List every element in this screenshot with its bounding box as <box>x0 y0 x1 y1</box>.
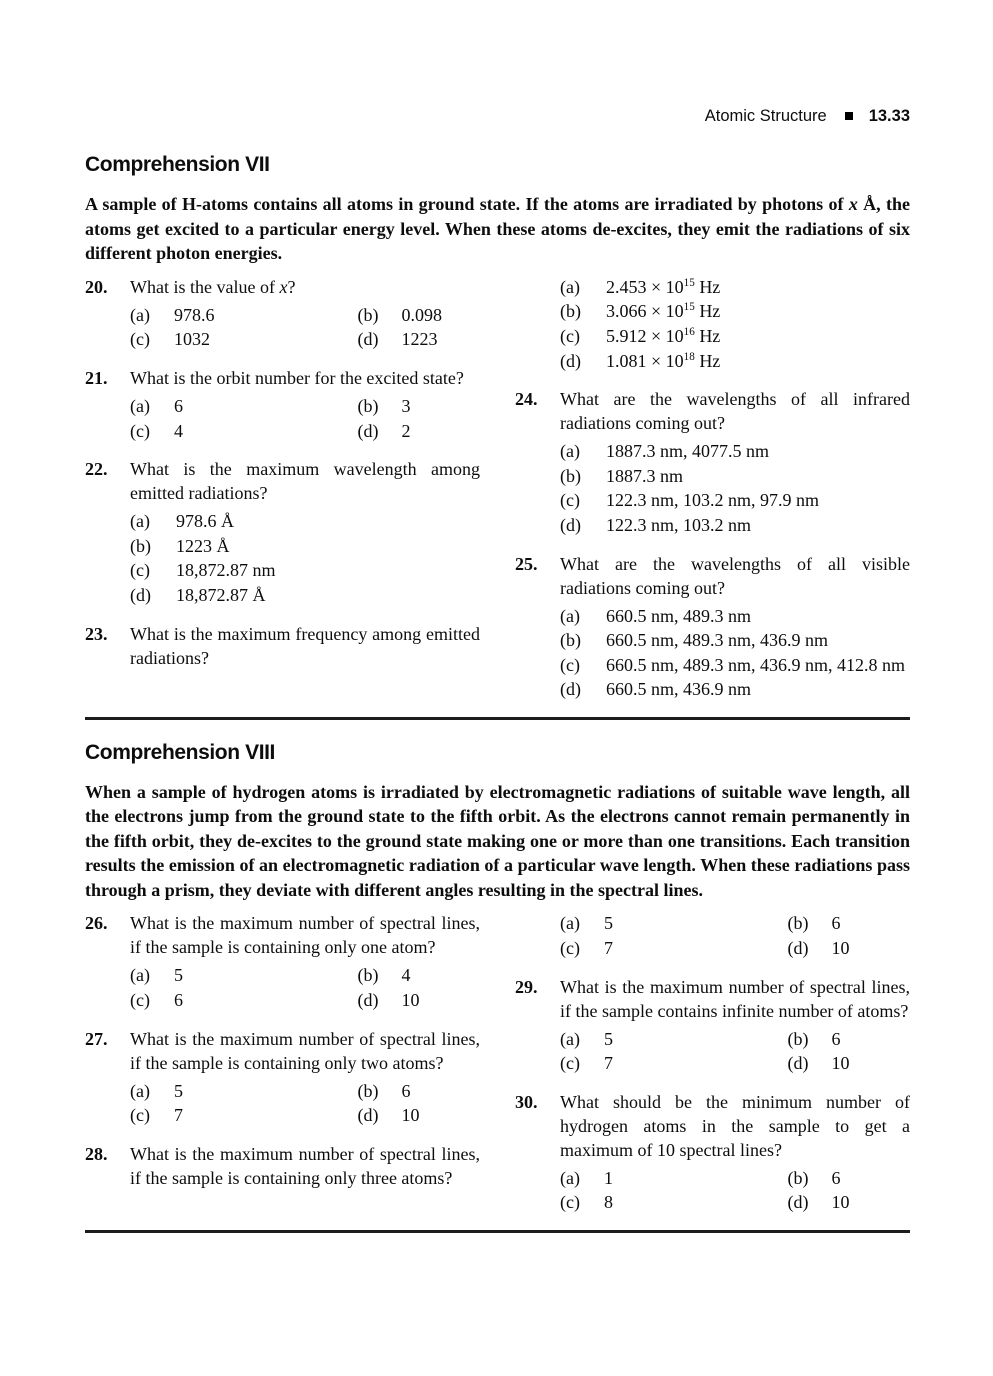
question-text: What should be the minimum number of hydrogen atoms in the sample to get a maximum of 10 spectral lines? <box>560 1091 910 1160</box>
option-29a: (a) 5 <box>560 1028 613 1049</box>
question-number: 30. <box>515 1091 538 1112</box>
question-number: 25. <box>515 553 538 574</box>
option-24d: (d) 122.3 nm, 103.2 nm <box>560 514 752 535</box>
option-29c: (c) 7 <box>560 1053 613 1074</box>
question-23-options-block <box>515 275 910 373</box>
option-26a: (a) 5 <box>130 965 183 986</box>
question-body <box>560 387 910 537</box>
question-20 <box>85 275 480 352</box>
option-25a: (a) 660.5 nm, 489.3 nm <box>560 605 752 626</box>
question-body <box>130 1027 480 1128</box>
question-body <box>130 1142 480 1190</box>
options-list <box>130 509 480 607</box>
option-27b: (b) 6 <box>357 1080 411 1101</box>
option-27c: (c) 7 <box>130 1105 183 1126</box>
option-row <box>130 963 480 988</box>
question-number: 28. <box>85 1143 108 1164</box>
question-text: What is the maximum wavelength among emitted radiations? <box>130 459 480 504</box>
option-28c: (c) 7 <box>560 938 613 959</box>
bottom-divider-rule <box>85 1230 910 1233</box>
option-25c: (c) 660.5 nm, 489.3 nm, 436.9 nm, 412.8 nm <box>560 654 906 675</box>
question-number: 26. <box>85 913 108 934</box>
question-28-options-block <box>515 911 910 960</box>
page-header <box>85 106 910 126</box>
question-21 <box>85 366 480 443</box>
option-row <box>560 1051 910 1076</box>
exponent: 16 <box>683 325 695 338</box>
option-20c: (c) 1032 <box>130 329 210 350</box>
option-23a: (a) $2.453 \times 10^{15}$ Hz <box>560 276 721 297</box>
variable-x: x <box>279 276 288 297</box>
option-22c: (c) 18,872.87 nm <box>130 560 276 581</box>
option-23d: (d) $1.081 \times 10^{18}$ Hz <box>560 350 721 371</box>
square-bullet-icon <box>845 112 853 120</box>
question-body <box>130 911 480 1012</box>
question-number: 21. <box>85 367 108 388</box>
option-25d: (d) 660.5 nm, 436.9 nm <box>560 679 752 700</box>
options-grid <box>560 911 910 960</box>
question-body <box>130 622 480 670</box>
option-26b: (b) 4 <box>357 965 411 986</box>
question-text: What is the maximum number of spectral lines, if the sample is containing only one atom? <box>130 913 480 958</box>
question-body <box>130 275 480 352</box>
option-27a: (a) 5 <box>130 1080 183 1101</box>
exponent: 18 <box>683 350 695 363</box>
exponent: 15 <box>683 276 695 289</box>
options-list <box>560 275 910 373</box>
option-row <box>560 911 910 936</box>
question-body <box>560 1090 910 1215</box>
question-number: 22. <box>85 459 108 480</box>
section-intro-comprehension-vii <box>85 192 910 266</box>
section-divider-rule <box>85 717 910 720</box>
option-row <box>560 1190 910 1215</box>
left-column <box>85 275 480 702</box>
exponent: 15 <box>683 301 695 314</box>
question-22 <box>85 457 480 607</box>
question-number: 20. <box>85 276 108 297</box>
section-intro-comprehension-viii: When a sample of hydrogen atoms is irradiated by electromagnetic radiations of suitable wave length, all the electrons jump from the ground state to the fifth orbit. As the electrons cannot remain permanently in the fifth orbit, they de-excites to the ground state making one or more than one transitions. Each transition results the emission of an electromagnetic radiation of a particular wave length. When these radiations pass through a prism, they deviate with different angles resulting in the spectral lines. <box>85 781 910 900</box>
right-column <box>515 911 910 1215</box>
question-body <box>130 457 480 607</box>
option-24b: (b) 1887.3 nm <box>560 465 684 486</box>
number-spacer <box>515 911 560 960</box>
option-26c: (c) 6 <box>130 990 183 1011</box>
option-row <box>130 1079 480 1104</box>
question-body <box>560 552 910 702</box>
option-21b: (b) 3 <box>357 395 411 416</box>
chapter-title: Atomic Structure <box>704 107 827 125</box>
option-30b: (b) 6 <box>787 1167 841 1188</box>
option-28b: (b) 6 <box>787 913 841 934</box>
option-row <box>130 303 480 328</box>
option-24c: (c) 122.3 nm, 103.2 nm, 97.9 nm <box>560 490 820 511</box>
option-20a: (a) 978.6 <box>130 304 215 325</box>
question-30 <box>515 1090 910 1215</box>
option-row <box>130 419 480 444</box>
option-30d: (d) 10 <box>787 1192 850 1213</box>
option-row <box>560 1166 910 1191</box>
question-number: 29. <box>515 976 538 997</box>
question-number: 24. <box>515 389 538 410</box>
question-number: 23. <box>85 623 108 644</box>
option-29b: (b) 6 <box>787 1028 841 1049</box>
page-number: 13.33 <box>868 107 910 125</box>
right-column <box>515 275 910 702</box>
option-25b: (b) 660.5 nm, 489.3 nm, 436.9 nm <box>560 630 829 651</box>
option-row <box>130 394 480 419</box>
option-row <box>560 1027 910 1052</box>
option-20d: (d) 1223 <box>357 329 438 350</box>
option-30c: (c) 8 <box>560 1192 613 1213</box>
question-body <box>560 911 910 960</box>
question-body <box>560 275 910 373</box>
option-row <box>130 1103 480 1128</box>
intro-text: Å, the atoms get excited to a particular energy level. When these atoms de-excites, they emit the radiations of six different photon energies. <box>85 194 910 264</box>
option-22d: (d) 18,872.87 Å <box>130 584 266 605</box>
option-30a: (a) 1 <box>560 1167 613 1188</box>
question-27 <box>85 1027 480 1128</box>
question-text: What is the maximum frequency among emitted radiations? <box>130 623 480 668</box>
question-text: What are the wavelengths of all visible radiations coming out? <box>560 553 910 598</box>
option-23b: (b) $3.066 \times 10^{15}$ Hz <box>560 301 721 322</box>
options-grid <box>560 1166 910 1215</box>
question-23 <box>85 622 480 670</box>
question-25 <box>515 552 910 702</box>
question-text: What is the orbit number for the excited state? <box>130 367 464 388</box>
option-28a: (a) 5 <box>560 913 613 934</box>
question-28 <box>85 1142 480 1190</box>
left-column <box>85 911 480 1215</box>
question-number: 27. <box>85 1028 108 1049</box>
option-row <box>130 988 480 1013</box>
option-row <box>130 327 480 352</box>
option-28d: (d) 10 <box>787 938 850 959</box>
option-22b: (b) 1223 Å <box>130 535 230 556</box>
intro-variable-x: x <box>848 194 858 214</box>
options-list <box>560 604 910 702</box>
options-grid <box>130 303 480 352</box>
section-heading-comprehension-viii: Comprehension VIII <box>85 740 275 764</box>
option-21d: (d) 2 <box>357 420 411 441</box>
question-text: What is the maximum number of spectral lines, if the sample is containing only two atoms? <box>130 1028 480 1073</box>
option-24a: (a) 1887.3 nm, 4077.5 nm <box>560 441 770 462</box>
options-grid <box>560 1027 910 1076</box>
question-body <box>130 366 480 443</box>
option-row <box>560 936 910 961</box>
question-body <box>560 975 910 1076</box>
question-text: What is the value of x? <box>130 276 296 297</box>
option-20b: (b) 0.098 <box>357 304 442 325</box>
question-text: What are the wavelengths of all infrared radiations coming out? <box>560 389 910 434</box>
options-grid <box>130 394 480 443</box>
option-22a: (a) 978.6 Å <box>130 511 234 532</box>
options-grid <box>130 1079 480 1128</box>
question-29 <box>515 975 910 1076</box>
option-26d: (d) 10 <box>357 990 420 1011</box>
intro-text: A sample of H-atoms contains all atoms in ground state. If the atoms are irradiated by photons of <box>85 194 849 214</box>
option-27d: (d) 10 <box>357 1105 420 1126</box>
option-21a: (a) 6 <box>130 395 183 416</box>
question-26 <box>85 911 480 1012</box>
section-heading-comprehension-vii: Comprehension VII <box>85 153 270 176</box>
number-spacer <box>515 275 560 373</box>
question-24 <box>515 387 910 537</box>
question-columns-vii <box>85 275 910 702</box>
options-grid <box>130 963 480 1012</box>
option-29d: (d) 10 <box>787 1053 850 1074</box>
question-text: What is the maximum number of spectral lines, if the sample contains infinite number of atoms? <box>560 976 910 1021</box>
question-columns-viii <box>85 911 910 1215</box>
option-23c: (c) $5.912 \times 10^{16}$ Hz <box>560 325 721 346</box>
question-text: What is the maximum number of spectral lines, if the sample is containing only three atoms? <box>130 1143 480 1188</box>
options-list <box>560 439 910 537</box>
option-21c: (c) 4 <box>130 420 183 441</box>
